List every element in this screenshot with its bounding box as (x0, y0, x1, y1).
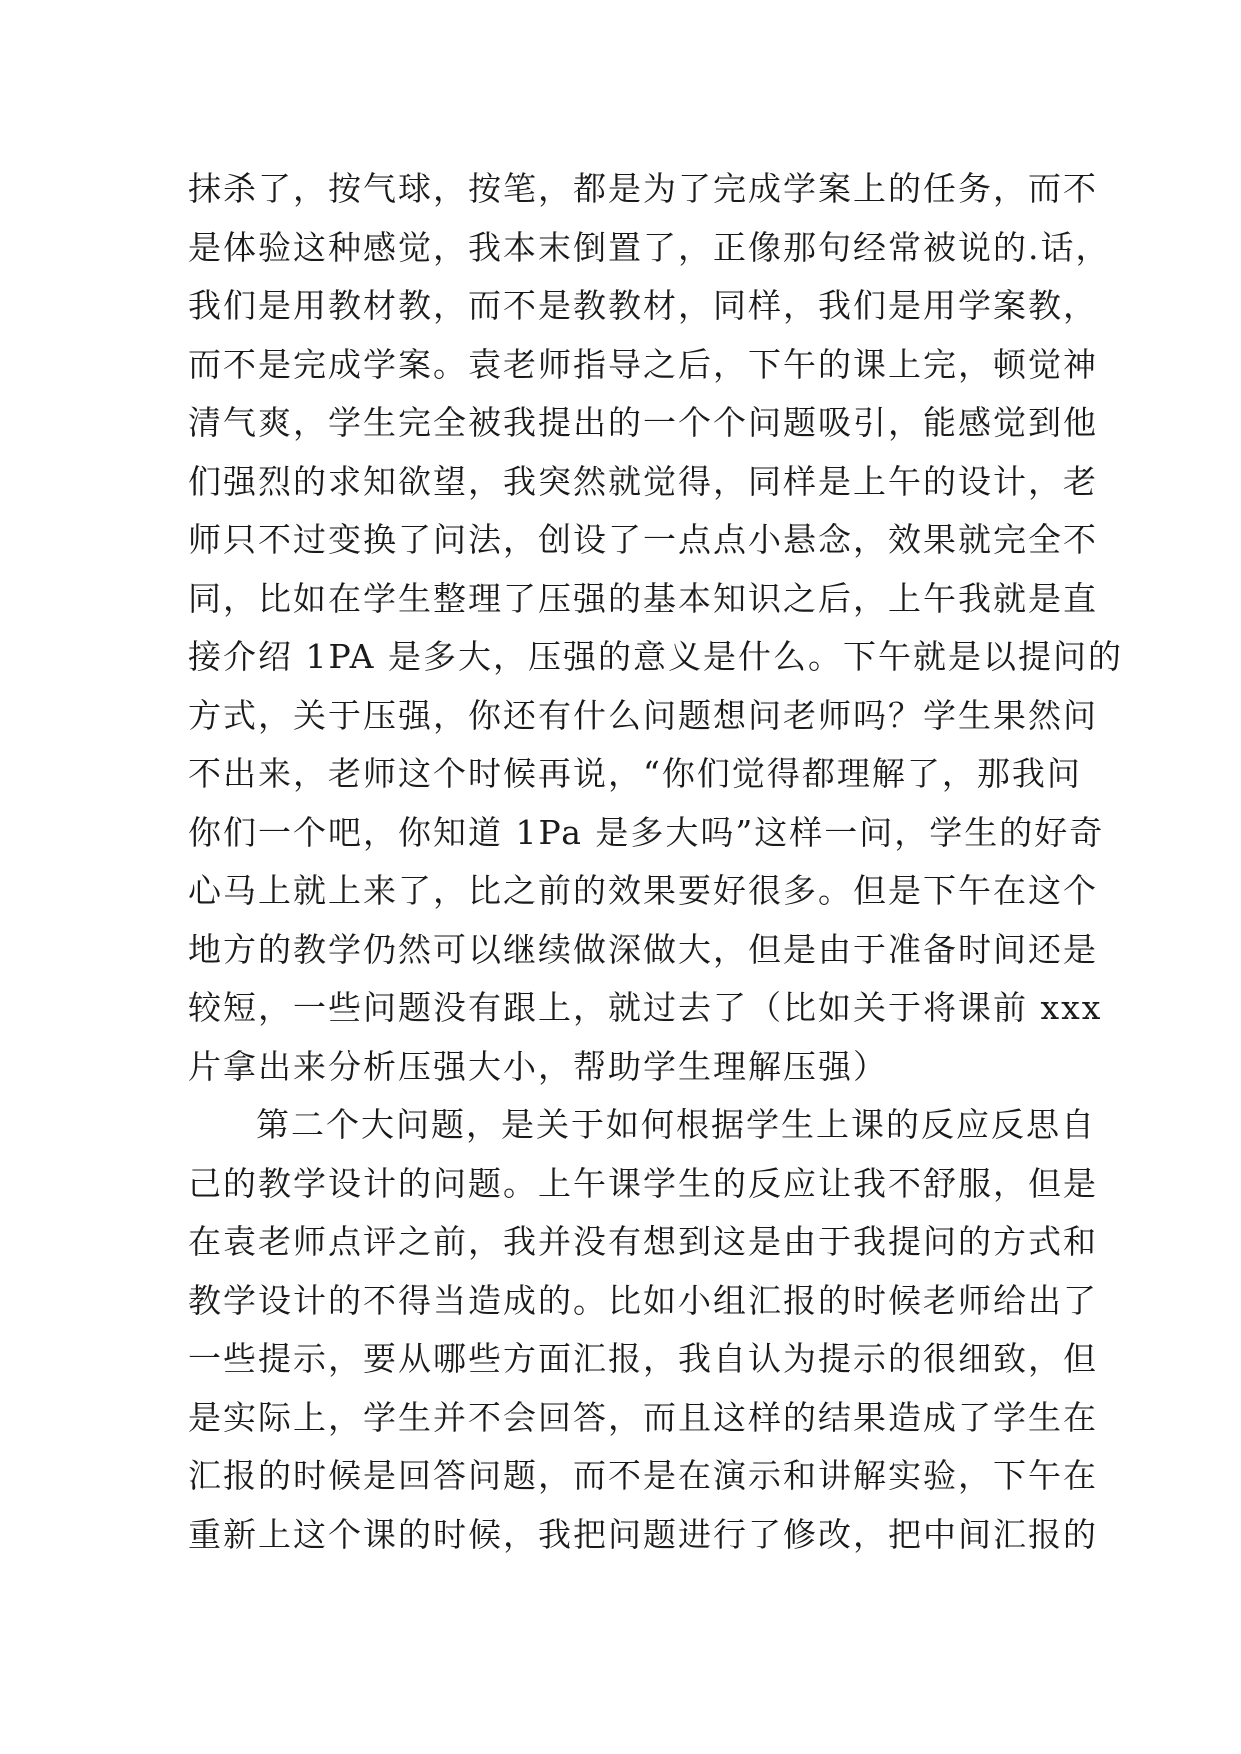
text-line: 我们是用教材教，而不是教教材，同样，我们是用学案教， (188, 286, 1098, 325)
text-line: 片拿出来分析压强大小，帮助学生理解压强） (188, 1046, 888, 1086)
text-line: 抹杀了，按气球，按笔，都是为了完成学案上的任务，而不 (188, 169, 1098, 208)
text-line: 们强烈的求知欲望，我突然就觉得，同样是上午的设计，老 (188, 461, 1098, 501)
text-line: 方式，关于压强，你还有什么问题想问老师吗？学生果然问 (188, 695, 1098, 735)
text-line: 重新上这个课的时候，我把问题进行了修改，把中间汇报的 (188, 1514, 1098, 1554)
text-line: 教学设计的不得当造成的。比如小组汇报的时候老师给出了 (188, 1280, 1098, 1320)
text-line: 是实际上，学生并不会回答，而且这样的结果造成了学生在 (188, 1397, 1098, 1437)
text-line: 而不是完成学案。袁老师指导之后，下午的课上完，顿觉神 (188, 344, 1098, 384)
body-text (188, 160, 1123, 1564)
text-line: 较短，一些问题没有跟上，就过去了（比如关于将课前 xxx (188, 988, 1103, 1027)
text-line: 师只不过变换了问法，创设了一点点小悬念，效果就完全不 (188, 520, 1098, 559)
text-line: 接介绍 1PA 是多大，压强的意义是什么。下午就是以提问的 (188, 637, 1123, 676)
text-line: 己的教学设计的问题。上午课学生的反应让我不舒服，但是 (188, 1163, 1098, 1203)
paragraph-start-line: 第二个大问题，是关于如何根据学生上课的反应反思自 (256, 1105, 1096, 1144)
text-line: 汇报的时候是回答问题，而不是在演示和讲解实验，下午在 (188, 1456, 1098, 1495)
text-line: 在袁老师点评之前，我并没有想到这是由于我提问的方式和 (188, 1222, 1098, 1261)
text-line: 你们一个吧，你知道 1Pa 是多大吗”这样一问，学生的好奇 (188, 812, 1105, 852)
text-line: 心马上就上来了，比之前的效果要好很多。但是下午在这个 (188, 871, 1098, 910)
text-line: 同，比如在学生整理了压强的基本知识之后，上午我就是直 (188, 578, 1098, 618)
text-line: 不出来，老师这个时候再说，“你们觉得都理解了，那我问 (188, 754, 1082, 793)
text-line: 清气爽，学生完全被我提出的一个个问题吸引，能感觉到他 (188, 403, 1098, 442)
text-line: 地方的教学仍然可以继续做深做大，但是由于准备时间还是 (188, 929, 1098, 969)
text-line: 是体验这种感觉，我本末倒置了，正像那句经常被说的.话， (188, 227, 1111, 267)
text-line: 一些提示，要从哪些方面汇报，我自认为提示的很细致，但 (188, 1339, 1098, 1378)
